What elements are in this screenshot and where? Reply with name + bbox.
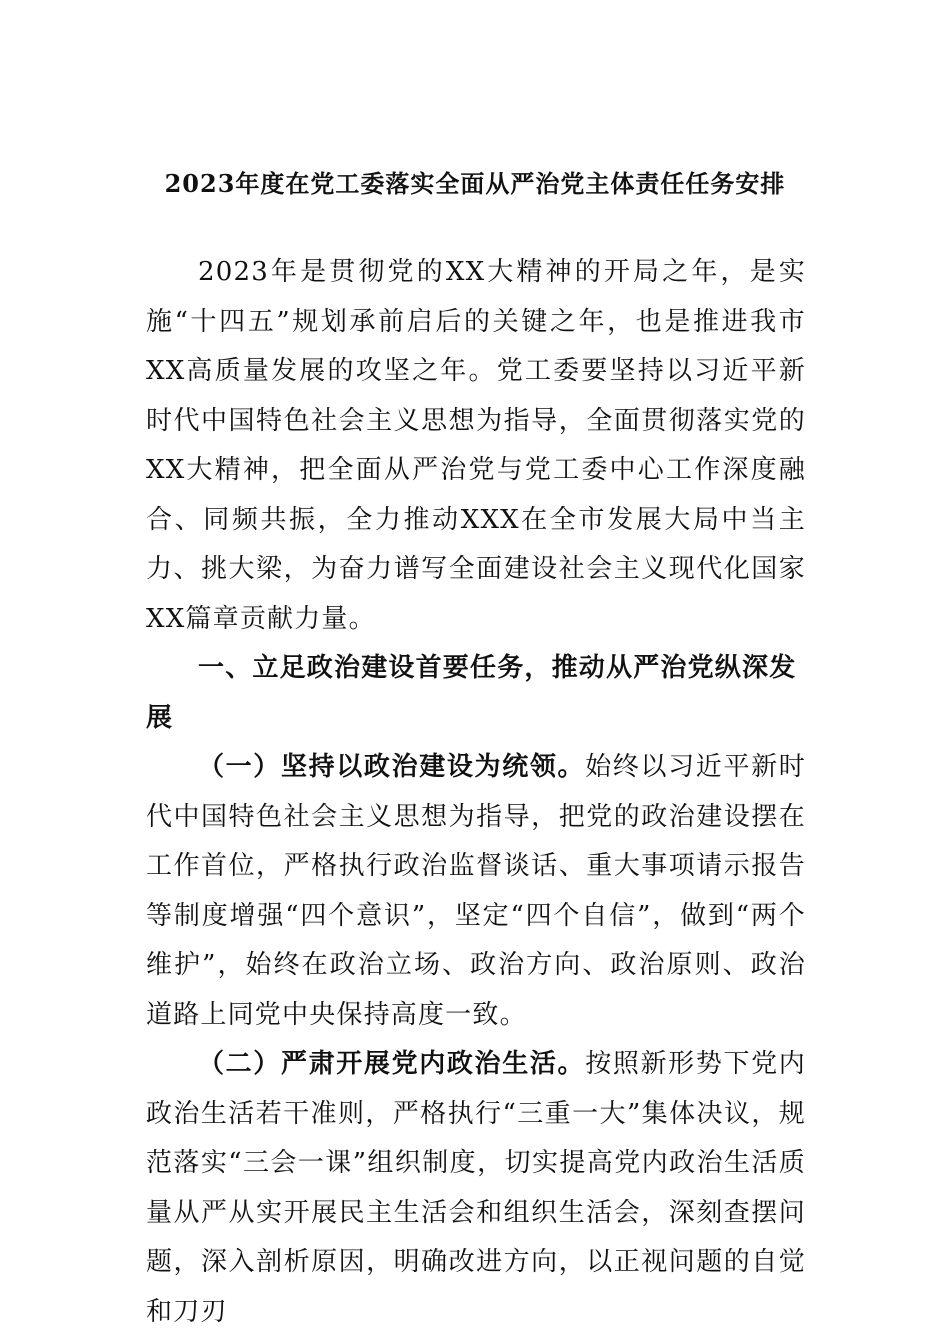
- section-heading: 一、立足政治建设首要任务，推动从严治党纵深发展: [146, 653, 797, 733]
- item-lead-2: （二）严肃开展党内政治生活。: [198, 1049, 586, 1079]
- intro-paragraph: 2023年是贯彻党的XX大精神的开局之年，是实施“十四五”规划承前启后的关键之年，也是推进我市XX高质量发展的攻坚之年。党工委要坚持以习近平新时代中国特色社会主义思想为指导，全面贯彻落实党的XX大精神，把全面从严治党与党工委中心工作深度融合、同频共振，全力推动XXX在全市发展大局中当主力、挑大梁，为奋力谱写全面建设社会主义现代化国家XX篇章贡献力量。: [146, 257, 806, 634]
- document-body: [146, 248, 806, 1337]
- item-text-1: 始终以习近平新时代中国特色社会主义思想为指导，把党的政治建设摆在工作首位，严格执行政治监督谈话、重大事项请示报告等制度增强“四个意识”，坚定“四个自信”，做到“两个维护”，始终在政治立场、政治方向、政治原则、政治道路上同党中央保持高度一致。: [146, 752, 806, 1030]
- item-paragraph-2: [146, 1040, 806, 1337]
- item-paragraph-1: [146, 743, 806, 1040]
- document-title: 2023年度在党工委落实全面从严治党主体责任任务安排: [164, 169, 786, 198]
- item-text-2: 按照新形势下党内政治生活若干准则，严格执行“三重一大”集体决议，规范落实“三会一课”组织制度，切实提高党内政治生活质量从严从实开展民主生活会和组织生活会，深刻查摆问题，深入剖析原因，明确改进方向，以正视问题的自觉和刀刃: [146, 1049, 806, 1327]
- item-lead-1: （一）坚持以政治建设为统领。: [198, 752, 586, 782]
